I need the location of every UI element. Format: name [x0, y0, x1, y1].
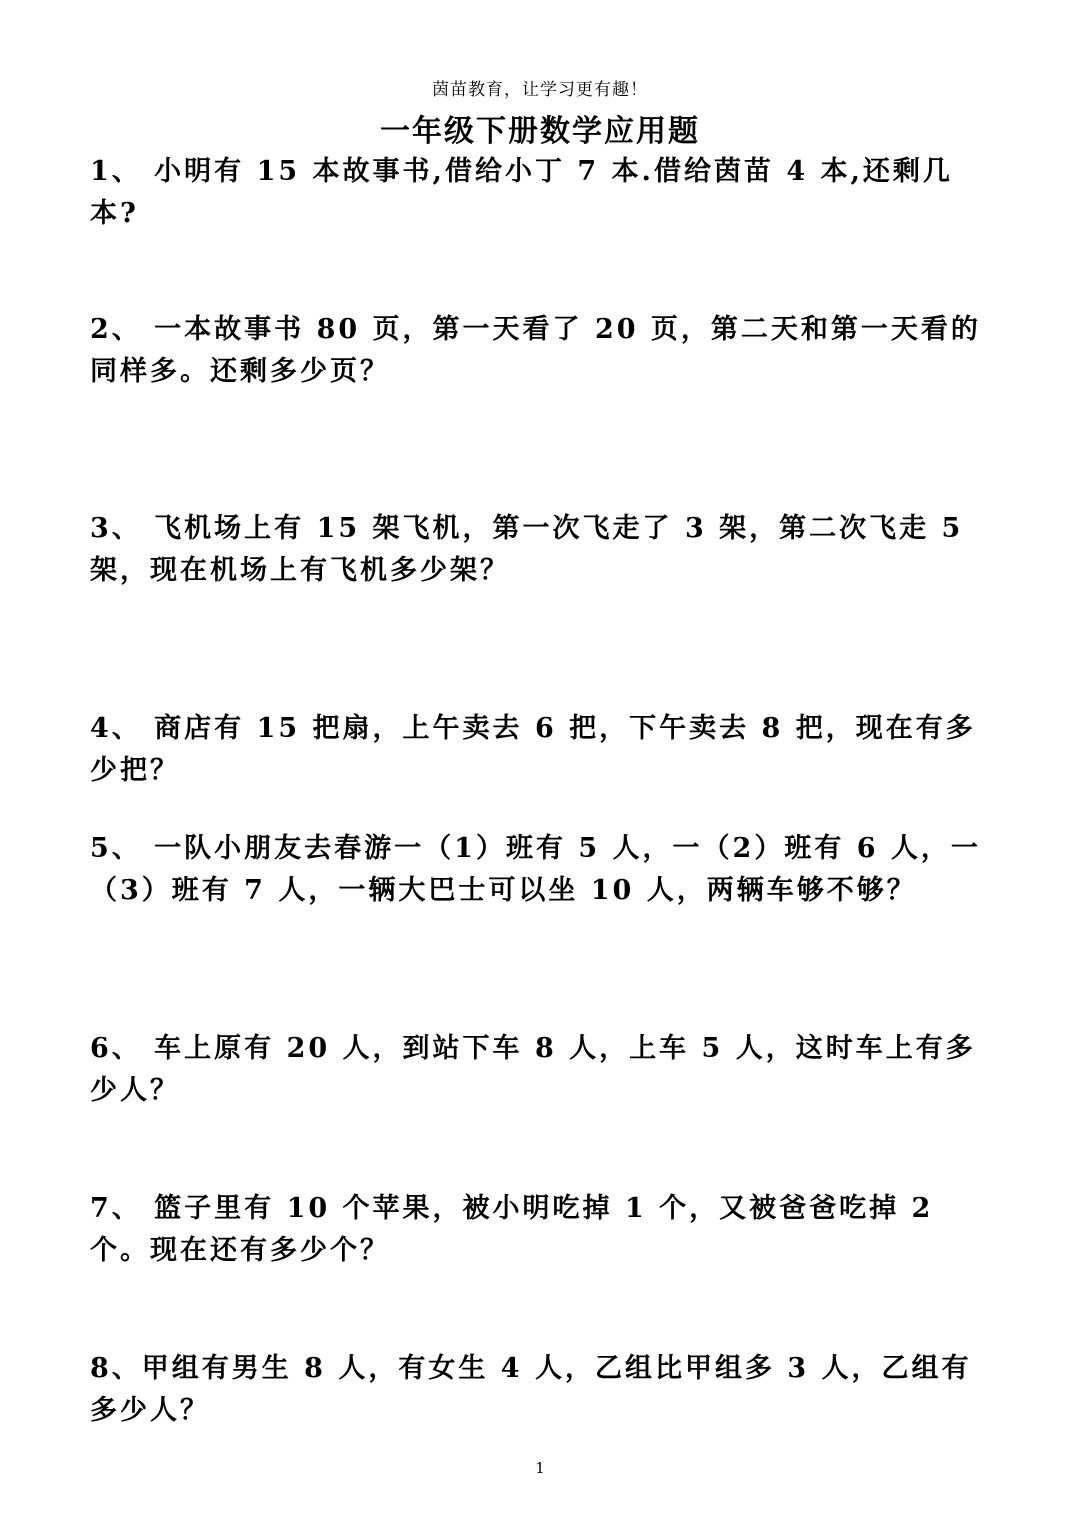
page-title: 一年级下册数学应用题 [380, 114, 700, 149]
question-2: 2、 一本故事书 80 页，第一天看了 20 页，第二天和第一天看的同样多。还剩多少页？ [90, 314, 981, 387]
question-6: 6、 车上原有 20 人，到站下车 8 人，上车 5 人，这时车上有多少人？ [90, 1033, 976, 1106]
question-5: 5、 一队小朋友去春游一（1）班有 5 人，一（2）班有 6 人，一（3）班有 7 人，一辆大巴士可以坐 10 人，两辆车够不够？ [90, 833, 981, 906]
header-note: 茵苗教育，让学习更有趣！ [432, 80, 648, 100]
question-1: 1、 小明有 15 本故事书,借给小丁 7 本.借给茵苗 4 本,还剩几本? [90, 156, 953, 229]
question-4: 4、 商店有 15 把扇，上午卖去 6 把，下午卖去 8 把，现在有多少把？ [90, 713, 976, 786]
question-3: 3、 飞机场上有 15 架飞机，第一次飞走了 3 架，第二次飞走 5 架，现在机场上有飞机多少架？ [90, 513, 976, 586]
page-number: 1 [535, 1459, 545, 1477]
question-8: 8、甲组有男生 8 人，有女生 4 人，乙组比甲组多 3 人，乙组有多少人？ [90, 1353, 972, 1426]
question-7: 7、 篮子里有 10 个苹果，被小明吃掉 1 个，又被爸爸吃掉 2 个。现在还有多少个？ [90, 1193, 946, 1266]
